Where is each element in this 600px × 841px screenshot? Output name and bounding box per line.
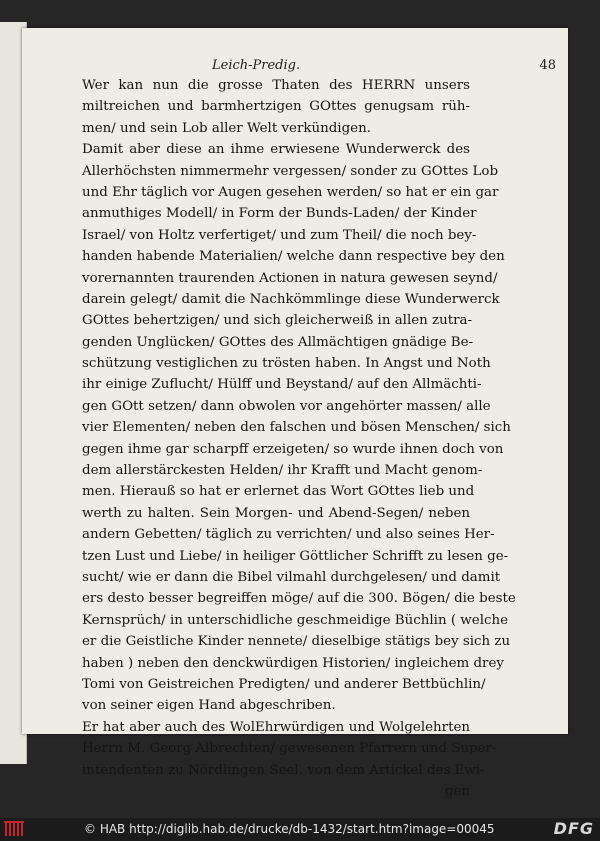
- text-line: darein gelegt/ damit die Nachkömmlinge diese Wunderwerck: [82, 291, 500, 307]
- text-line: werth zu halten. Sein Morgen- und Abend-Segen/ neben: [82, 505, 470, 521]
- text-line: genden Unglücken/ GOttes des Allmächtigen gnädige Be-: [82, 334, 474, 350]
- text-line: anmuthiges Modell/ in Form der Bunds-Laden/ der Kinder: [82, 206, 477, 222]
- text-line: Damit aber diese an ihme erwiesene Wunderwerck des: [82, 142, 470, 158]
- text-line: und Ehr täglich vor Augen gesehen werden/ so hat er ein gar: [82, 184, 499, 200]
- hab-logo-icon: [4, 821, 26, 837]
- text-line: ers desto besser begreiffen möge/ auf die 300. Bögen/ die beste: [82, 591, 516, 607]
- text-line: von seiner eigen Hand abgeschriben.: [82, 698, 336, 714]
- viewer-footer: [0, 818, 600, 841]
- text-line: intendenten zu Nördlingen Seel. von dem Artickel des Ewi-: [82, 762, 485, 778]
- text-line: er die Geistliche Kinder nennete/ dieselbige stätigs bey sich zu: [82, 634, 511, 650]
- text-line: tzen Lust und Liebe/ in heiliger Göttlicher Schrifft zu lesen ge-: [82, 548, 509, 564]
- text-line: Israel/ von Holtz verfertiget/ und zum Theil/ die noch bey-: [82, 227, 477, 243]
- text-line: gegen ihme gar scharpff erzeigeten/ so wurde ihnen doch von: [82, 441, 504, 457]
- text-line: Er hat aber auch des WolEhrwürdigen und Wolgelehrten: [82, 719, 470, 735]
- text-line: miltreichen und barmhertzigen GOttes genugsam rüh-: [82, 99, 470, 115]
- text-line: Kernsprüch/ in unterschidliche geschmeidige Büchlin ( welche: [82, 612, 509, 628]
- text-line: vier Elementen/ neben den falschen und bösen Menschen/ sich: [82, 420, 511, 436]
- text-line: sucht/ wie er dann die Bibel vilmahl durchgelesen/ und damit: [82, 569, 501, 585]
- book-page: [22, 28, 568, 799]
- text-line: GOttes behertzigen/ und sich gleicherweiß in allen zutra-: [82, 313, 473, 329]
- body-text: [82, 75, 516, 802]
- text-line: schützung vestiglichen zu trösten haben. In Angst und Noth: [82, 356, 491, 372]
- text-line: Wer kan nun die grosse Thaten des HERRN unsers: [82, 78, 470, 93]
- running-head: Leich-Predig.: [212, 58, 301, 73]
- text-line: Allerhöchsten nimmermehr vergessen/ sonder zu GOttes Lob: [82, 163, 499, 179]
- page-number: 48: [539, 58, 556, 73]
- text-line: gen GOtt setzen/ dann obwolen vor angehörter massen/ alle: [82, 398, 491, 414]
- text-line: haben ) neben den denckwürdigen Historien/ ingleichem drey: [82, 655, 504, 671]
- text-line: Tomi von Geistreichen Predigten/ und anderer Bettbüchlin/: [82, 676, 486, 692]
- text-line: vorernannten traurenden Actionen in natura gewesen seynd/: [82, 270, 498, 286]
- text-line: dem allerstärckesten Helden/ ihr Krafft und Macht genom-: [82, 463, 483, 479]
- text-line: ihr einige Zuflucht/ Hülff und Beystand/ auf den Allmächti-: [82, 377, 482, 393]
- text-line: handen habende Materialien/ welche dann respective bey den: [82, 249, 505, 265]
- text-line: men. Hierauß so hat er erlernet das Wort GOttes lieb und: [82, 484, 475, 500]
- text-line: andern Gebetten/ täglich zu verrichten/ und also seines Her-: [82, 527, 495, 543]
- dfg-logo: DFG: [553, 819, 594, 838]
- text-line: Herrn M. Georg Albrechten/ gewesenen Pfarrern und Super-: [82, 741, 497, 757]
- text-line: men/ und sein Lob aller Welt verkündigen.: [82, 120, 371, 136]
- catchword: gen: [444, 783, 470, 799]
- source-link[interactable]: © HAB http://diglib.hab.de/drucke/db-1432/start.htm?image=00045: [84, 822, 495, 836]
